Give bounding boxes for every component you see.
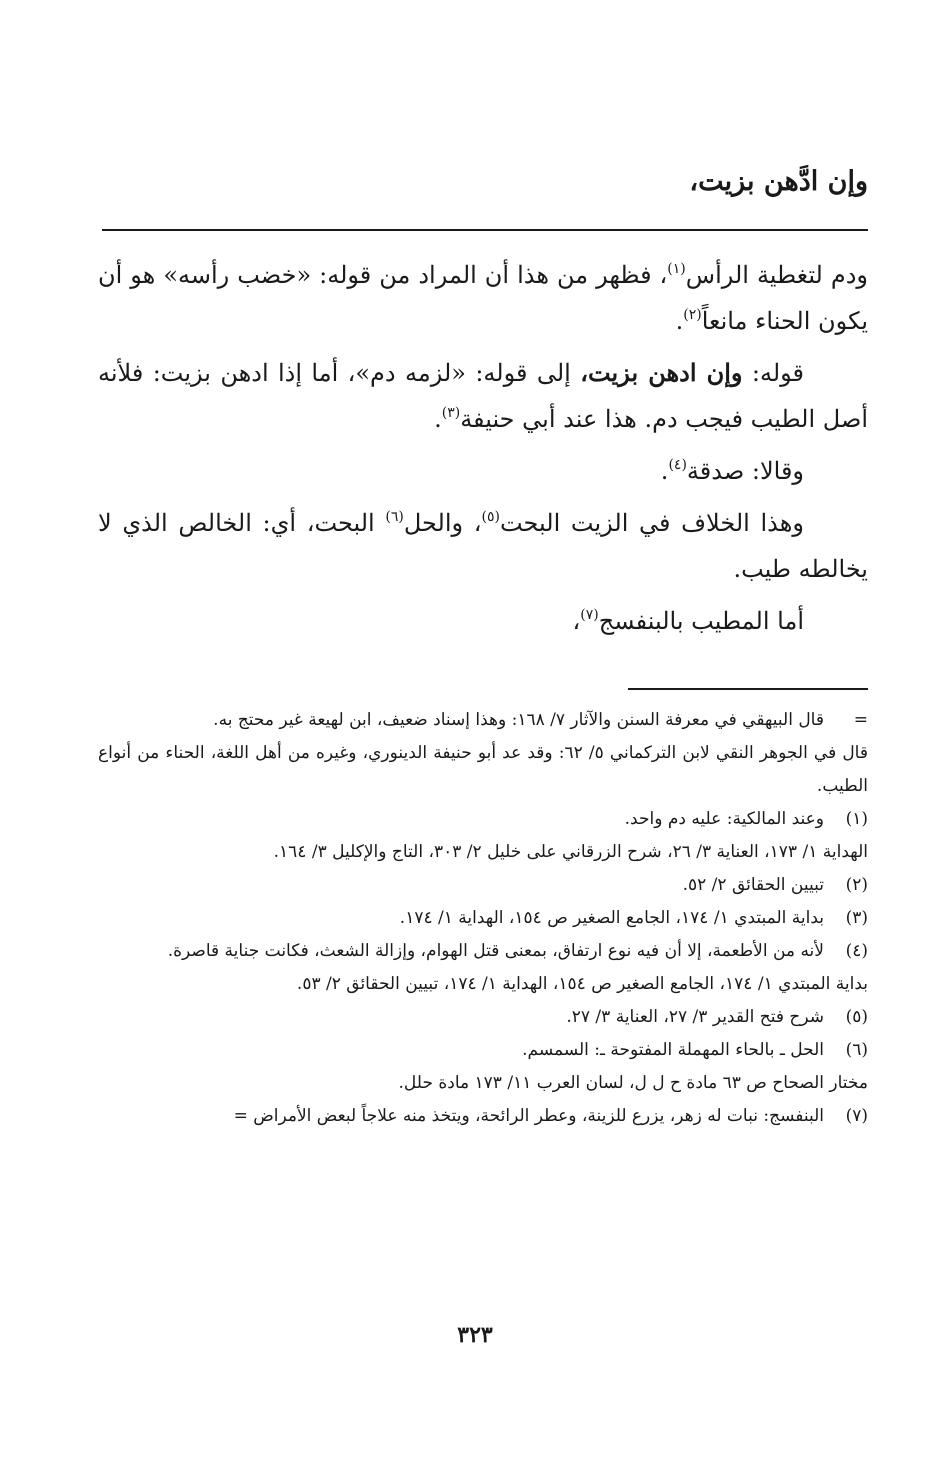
paragraph — [98, 350, 868, 442]
footnote-text: البنفسج: نبات له زهر، يزرع للزينة، وعطر الرائحة، ويتخذ منه علاجاً لبعض الأمراض = — [233, 1106, 824, 1126]
footnote-reference: (٢) — [683, 307, 702, 323]
footnote — [98, 704, 868, 737]
footnote-text: الحل ـ بالحاء المهملة المفتوحة ـ: السمسم. — [522, 1040, 824, 1060]
footnote — [98, 869, 868, 902]
footnote-text: لأنه من الأطعمة، إلا أن فيه نوع ارتفاق، بمعنى قتل الهوام، وإزالة الشعث، فكانت جناية قاصرة. — [167, 941, 824, 961]
footnote-text: تبيين الحقائق ٢/ ٥٢. — [682, 875, 824, 895]
footnote-divider — [628, 688, 868, 690]
footnote-continuation: الهداية ١/ ١٧٣، العناية ٣/ ٢٦، شرح الزرقاني على خليل ٢/ ٣٠٣، التاج والإكليل ٣/ ١٦٤. — [273, 842, 868, 862]
footnote-text: قال البيهقي في معرفة السنن والآثار ٧/ ١٦٨: وهذا إسناد ضعيف، ابن لهيعة غير محتج به. — [213, 710, 824, 730]
footnote-reference: (٧) — [580, 607, 599, 623]
footnote-number: (٤) — [845, 941, 868, 961]
text-segment: ، والحل — [403, 509, 482, 537]
text-segment: البحت، أي: الخالص الذي لا يخالطه طيب. — [98, 509, 868, 583]
text-segment: ودم لتغطية الرأس — [685, 261, 868, 289]
heading-divider — [102, 229, 868, 231]
footnote-reference: (٣) — [441, 405, 461, 421]
paragraph — [98, 500, 868, 592]
paragraph — [98, 252, 868, 344]
footnote — [98, 902, 868, 935]
paragraph — [98, 448, 868, 494]
footnote-text: وعند المالكية: عليه دم واحد. — [624, 809, 824, 829]
footnote-continuation: قال في الجوهر النقي لابن التركماني ٥/ ٦٢: وقد عد أبو حنيفة الدينوري، وغيره من أهل اللغة، الحناء من أنواع الطيب. — [98, 743, 868, 796]
footnote-reference: (١) — [667, 261, 686, 277]
text-segment: وقالا: صدقة — [686, 457, 804, 485]
footnote-reference: (٤) — [668, 457, 687, 473]
section-heading: وإن ادَّهن بزيت، — [689, 166, 868, 197]
text-segment: أما المطيب بالبنفسج — [598, 607, 804, 635]
text-segment: إلى قوله: «لزمه دم»، أما إذا ادهن بزيت: فلأنه أصل الطيب فيجب دم. هذا عند أبي حنيفة — [98, 359, 868, 433]
text-segment: قوله: — [742, 359, 805, 387]
footnote — [98, 1001, 868, 1034]
footnote-number: (١) — [845, 809, 868, 829]
quoted-phrase: وإن ادهن بزيت، — [580, 358, 743, 387]
text-segment: . — [434, 405, 442, 433]
footnote — [98, 803, 868, 836]
footnote — [98, 935, 868, 968]
footnote-text: بداية المبتدي ١/ ١٧٤، الجامع الصغير ص ١٥٤، الهداية ١/ ١٧٤. — [399, 908, 824, 928]
text-segment: وهذا الخلاف في الزيت البحت — [499, 509, 804, 537]
footnote-text: شرح فتح القدير ٣/ ٢٧، العناية ٣/ ٢٧. — [566, 1007, 824, 1027]
footnote — [98, 1034, 868, 1067]
footnote-reference: (٥) — [481, 509, 500, 525]
footnote-continuation: مختار الصحاح ص ٦٣ مادة ح ل ل، لسان العرب ١١/ ١٧٣ مادة حلل. — [398, 1073, 868, 1093]
text-segment: . — [660, 457, 669, 485]
text-segment: ، فظهر من هذا أن المراد من قوله: «خضب رأسه» هو أن يكون الحناء مانعاً — [98, 261, 868, 335]
footnote-number: (٢) — [845, 875, 868, 895]
text-segment: ، — [572, 607, 581, 635]
footnotes — [98, 704, 868, 1133]
footnote-number: (٦) — [845, 1040, 868, 1060]
footnote-number: (٧) — [845, 1106, 868, 1126]
paragraph — [98, 598, 868, 644]
footnote — [98, 1100, 868, 1133]
footnote-number: (٥) — [845, 1007, 868, 1027]
main-text — [98, 252, 868, 650]
footnote-number: (٣) — [845, 908, 868, 928]
page-number: ٣٢٣ — [457, 1322, 493, 1348]
text-segment: . — [675, 307, 684, 335]
footnote-reference: (٦) — [385, 509, 404, 525]
footnote-continuation: بداية المبتدي ١/ ١٧٤، الجامع الصغير ص ١٥٤، الهداية ١/ ١٧٤، تبيين الحقائق ٢/ ٥٣. — [296, 974, 868, 994]
footnote-number: = — [853, 710, 868, 730]
